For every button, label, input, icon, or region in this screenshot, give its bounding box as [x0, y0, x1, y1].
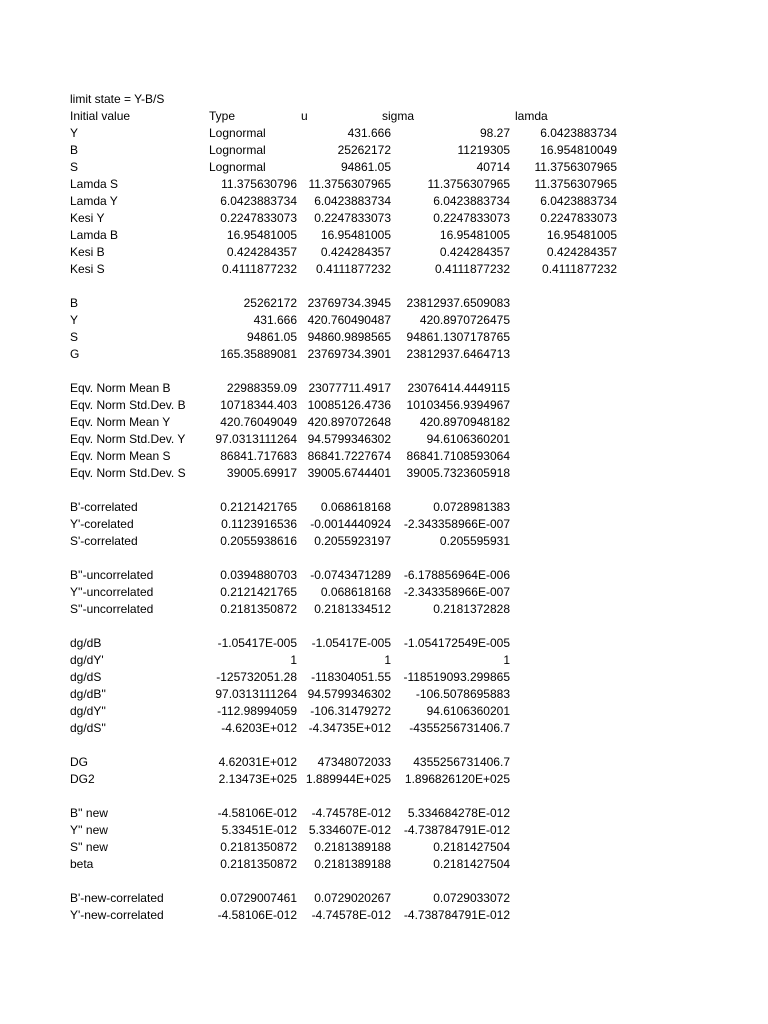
- table-row: [0, 907, 768, 924]
- value-cell[interactable]: 5.334684278E-012: [407, 806, 510, 820]
- row-label-cell[interactable]: dg/dB: [70, 636, 102, 650]
- row-label-cell[interactable]: S: [70, 330, 79, 344]
- table-row: [0, 499, 768, 516]
- value-cell[interactable]: 1: [290, 653, 297, 667]
- table-row: [0, 176, 768, 193]
- value-cell[interactable]: 0.4111877232: [222, 262, 297, 276]
- value-cell[interactable]: 0.424284357: [439, 245, 510, 259]
- table-row: [0, 397, 768, 414]
- value-cell[interactable]: -4.58106E-012: [217, 806, 297, 820]
- value-cell[interactable]: 0.2247833073: [220, 211, 297, 225]
- row-label-cell[interactable]: Eqv. Norm Mean S: [70, 449, 171, 463]
- type-cell[interactable]: Lognormal: [209, 160, 266, 174]
- column-header-lamda[interactable]: lamda: [515, 109, 548, 123]
- row-label-cell[interactable]: DG2: [70, 772, 95, 786]
- table-row: [0, 839, 768, 856]
- value-cell[interactable]: 10718344.403: [220, 398, 297, 412]
- value-cell[interactable]: 0.424284357: [226, 245, 297, 259]
- row-label-cell[interactable]: G: [70, 347, 80, 361]
- value-cell[interactable]: 86841.7227674: [307, 449, 391, 463]
- value-cell[interactable]: -4.58106E-012: [217, 908, 297, 922]
- value-cell[interactable]: 0.205595931: [439, 534, 510, 548]
- row-label-cell[interactable]: B'-correlated: [70, 500, 138, 514]
- value-cell[interactable]: 1: [503, 653, 510, 667]
- value-cell[interactable]: 420.760490487: [307, 313, 391, 327]
- value-cell[interactable]: 0.0729033072: [433, 891, 510, 905]
- value-cell[interactable]: 6.0423883734: [220, 194, 297, 208]
- value-cell[interactable]: 16.95481005: [546, 228, 617, 242]
- value-cell[interactable]: 0.2055938616: [220, 534, 297, 548]
- value-cell[interactable]: 165.35889081: [220, 347, 297, 361]
- table-row: [0, 125, 768, 142]
- row-label-cell[interactable]: S''-uncorrelated: [70, 602, 154, 616]
- row-label-cell[interactable]: B''-uncorrelated: [70, 568, 154, 582]
- value-cell[interactable]: 98.27: [479, 126, 510, 140]
- value-cell[interactable]: 86841.717683: [220, 449, 297, 463]
- value-cell[interactable]: 6.0423883734: [433, 194, 510, 208]
- value-cell[interactable]: 0.2121421765: [220, 500, 297, 514]
- value-cell[interactable]: 0.2055923197: [314, 534, 391, 548]
- table-row: [0, 380, 768, 397]
- table-row: [0, 210, 768, 227]
- value-cell[interactable]: -1.05417E-005: [217, 636, 297, 650]
- table-row: [0, 465, 768, 482]
- value-cell[interactable]: 1.889944E+025: [305, 772, 391, 786]
- table-row: [0, 159, 768, 176]
- value-cell[interactable]: 0.068618168: [320, 585, 391, 599]
- value-cell[interactable]: 11.3756307965: [427, 177, 510, 191]
- table-row: [0, 856, 768, 873]
- row-label-cell[interactable]: Lamda B: [70, 228, 119, 242]
- value-cell[interactable]: 11.375630796: [221, 177, 297, 191]
- value-cell[interactable]: 5.33451E-012: [221, 823, 297, 837]
- value-cell[interactable]: 23077711.4917: [308, 381, 391, 395]
- value-cell[interactable]: 0.0728981383: [433, 500, 510, 514]
- value-cell[interactable]: -4.6203E+012: [221, 721, 297, 735]
- table-row: [0, 533, 768, 550]
- value-cell[interactable]: 23076414.4449115: [407, 381, 510, 395]
- table-row: [0, 890, 768, 907]
- value-cell[interactable]: 0.0729020267: [314, 891, 391, 905]
- value-cell[interactable]: 0.2181334512: [314, 602, 391, 616]
- row-label-cell[interactable]: Eqv. Norm Mean Y: [70, 415, 171, 429]
- initial-value-label[interactable]: Initial value: [70, 109, 131, 123]
- value-cell[interactable]: -2.343358966E-007: [403, 517, 510, 531]
- value-cell[interactable]: 23769734.3945: [307, 296, 391, 310]
- value-cell[interactable]: 10085126.4736: [307, 398, 391, 412]
- value-cell[interactable]: -106.5078695883: [415, 687, 510, 701]
- value-cell[interactable]: 97.0313111264: [215, 687, 297, 701]
- row-label-cell[interactable]: dg/dS: [70, 670, 102, 684]
- value-cell[interactable]: 0.2181389188: [314, 857, 391, 871]
- value-cell[interactable]: 16.954810049: [540, 143, 617, 157]
- value-cell[interactable]: 25262172: [337, 143, 391, 157]
- value-cell[interactable]: 97.0313111264: [215, 432, 297, 446]
- value-cell[interactable]: 0.424284357: [320, 245, 391, 259]
- value-cell[interactable]: 0.4111877232: [435, 262, 510, 276]
- value-cell[interactable]: -4.74578E-012: [311, 908, 391, 922]
- value-cell[interactable]: 25262172: [243, 296, 297, 310]
- value-cell[interactable]: 0.2181372828: [433, 602, 510, 616]
- table-row: [0, 584, 768, 601]
- value-cell[interactable]: -106.31479272: [310, 704, 391, 718]
- row-label-cell[interactable]: beta: [70, 857, 94, 871]
- value-cell[interactable]: 11.3756307965: [308, 177, 391, 191]
- value-cell[interactable]: 40714: [476, 160, 510, 174]
- row-label-cell[interactable]: B: [70, 143, 79, 157]
- table-row: [0, 771, 768, 788]
- row-label-cell[interactable]: Eqv. Norm Std.Dev. Y: [70, 432, 186, 446]
- value-cell[interactable]: -4.74578E-012: [311, 806, 391, 820]
- table-row: [0, 720, 768, 737]
- row-label-cell[interactable]: Y: [70, 313, 79, 327]
- value-cell[interactable]: -112.98994059: [217, 704, 297, 718]
- row-label-cell[interactable]: Eqv. Norm Mean B: [70, 381, 171, 395]
- row-label-cell[interactable]: S'-correlated: [70, 534, 138, 548]
- table-row: [0, 669, 768, 686]
- value-cell[interactable]: -1.05417E-005: [311, 636, 391, 650]
- value-cell[interactable]: 94860.9898565: [307, 330, 391, 344]
- row-label-cell[interactable]: B'' new: [70, 806, 108, 820]
- value-cell[interactable]: 0.0729007461: [220, 891, 297, 905]
- row-label-cell[interactable]: DG: [70, 755, 88, 769]
- value-cell[interactable]: 431.666: [253, 313, 297, 327]
- table-row: [0, 635, 768, 652]
- value-cell[interactable]: 6.0423883734: [540, 126, 617, 140]
- value-cell[interactable]: 5.334607E-012: [308, 823, 391, 837]
- column-header-u[interactable]: u: [301, 109, 308, 123]
- value-cell[interactable]: 39005.6744401: [307, 466, 391, 480]
- value-cell[interactable]: -118304051.55: [311, 670, 391, 684]
- table-row: [0, 652, 768, 669]
- table-row: [0, 295, 768, 312]
- row-label-cell[interactable]: S'' new: [70, 840, 108, 854]
- row-label-cell[interactable]: S: [70, 160, 79, 174]
- value-cell[interactable]: 10103456.9394967: [406, 398, 510, 412]
- table-row: [0, 448, 768, 465]
- table-row: [0, 754, 768, 771]
- table-row: [0, 193, 768, 210]
- table-row: [0, 822, 768, 839]
- value-cell[interactable]: 94.6106360201: [426, 704, 510, 718]
- value-cell[interactable]: -0.0014440924: [310, 517, 391, 531]
- row-label-cell[interactable]: dg/dB'': [70, 687, 106, 701]
- value-cell[interactable]: 86841.7108593064: [406, 449, 510, 463]
- value-cell[interactable]: 4.62031E+012: [218, 755, 297, 769]
- value-cell[interactable]: 0.068618168: [320, 500, 391, 514]
- table-row: [0, 601, 768, 618]
- column-header-type[interactable]: Type: [209, 109, 236, 123]
- value-cell[interactable]: 0.1123916536: [221, 517, 297, 531]
- value-cell[interactable]: 6.0423883734: [314, 194, 391, 208]
- row-label-cell[interactable]: Lamda Y: [70, 194, 118, 208]
- type-cell[interactable]: Lognormal: [209, 126, 266, 140]
- value-cell[interactable]: 2.13473E+025: [218, 772, 297, 786]
- row-label-cell[interactable]: Y'' new: [70, 823, 108, 837]
- value-cell[interactable]: -4.738784791E-012: [403, 823, 510, 837]
- table-row: [0, 805, 768, 822]
- value-cell[interactable]: 11219305: [457, 143, 510, 157]
- limit-state-label[interactable]: limit state = Y-B/S: [70, 92, 165, 106]
- column-header-sigma[interactable]: sigma: [382, 109, 415, 123]
- table-row: [0, 312, 768, 329]
- value-cell[interactable]: 94.5799346302: [307, 432, 391, 446]
- row-label-cell[interactable]: B: [70, 296, 79, 310]
- table-row: [0, 686, 768, 703]
- value-cell[interactable]: 39005.69917: [226, 466, 297, 480]
- value-cell[interactable]: 39005.7323605918: [406, 466, 510, 480]
- value-cell[interactable]: 0.0394880703: [220, 568, 297, 582]
- value-cell[interactable]: 23812937.6464713: [406, 347, 510, 361]
- limit-state-row: [0, 91, 768, 108]
- table-row: [0, 261, 768, 278]
- value-cell[interactable]: 23812937.6509083: [406, 296, 510, 310]
- value-cell[interactable]: -4.34735E+012: [308, 721, 391, 735]
- table-row: [0, 346, 768, 363]
- row-label-cell[interactable]: Y: [70, 126, 79, 140]
- table-row: [0, 703, 768, 720]
- row-label-cell[interactable]: Eqv. Norm Std.Dev. B: [70, 398, 186, 412]
- value-cell[interactable]: -118519093.299865: [403, 670, 510, 684]
- value-cell[interactable]: 0.2181389188: [314, 840, 391, 854]
- table-row: [0, 516, 768, 533]
- table-row: [0, 227, 768, 244]
- value-cell[interactable]: 0.4111877232: [542, 262, 617, 276]
- value-cell[interactable]: 0.2247833073: [540, 211, 617, 225]
- value-cell[interactable]: 1.896826120E+025: [404, 772, 510, 786]
- value-cell[interactable]: 47348072033: [317, 755, 391, 769]
- value-cell[interactable]: 94861.05: [246, 330, 297, 344]
- table-row: [0, 244, 768, 261]
- row-label-cell[interactable]: Kesi Y: [70, 211, 105, 225]
- row-label-cell[interactable]: B'-new-correlated: [70, 891, 164, 905]
- value-cell[interactable]: -4355256731406.7: [409, 721, 510, 735]
- value-cell[interactable]: 23769734.3901: [307, 347, 391, 361]
- type-cell[interactable]: Lognormal: [209, 143, 266, 157]
- value-cell[interactable]: 420.76049049: [220, 415, 297, 429]
- value-cell[interactable]: 0.2247833073: [433, 211, 510, 225]
- value-cell[interactable]: 420.8970726475: [419, 313, 510, 327]
- value-cell[interactable]: 420.897072648: [307, 415, 391, 429]
- value-cell[interactable]: 0.2181427504: [433, 857, 510, 871]
- value-cell[interactable]: 431.666: [347, 126, 391, 140]
- table-row: [0, 431, 768, 448]
- table-row: [0, 567, 768, 584]
- value-cell[interactable]: 94861.05: [340, 160, 391, 174]
- value-cell[interactable]: -125732051.28: [216, 670, 297, 684]
- value-cell[interactable]: -6.178856964E-006: [403, 568, 510, 582]
- value-cell[interactable]: 22988359.09: [226, 381, 297, 395]
- table-row: [0, 142, 768, 159]
- value-cell[interactable]: 420.8970948182: [419, 415, 510, 429]
- value-cell[interactable]: 16.95481005: [226, 228, 297, 242]
- value-cell[interactable]: 0.424284357: [546, 245, 617, 259]
- row-label-cell[interactable]: Lamda S: [70, 177, 119, 191]
- value-cell[interactable]: 94.5799346302: [307, 687, 391, 701]
- value-cell[interactable]: 16.95481005: [320, 228, 391, 242]
- value-cell[interactable]: 11.3756307965: [534, 177, 617, 191]
- row-label-cell[interactable]: dg/dY'': [70, 704, 106, 718]
- value-cell[interactable]: 94861.1307178765: [406, 330, 510, 344]
- row-label-cell[interactable]: Y'-corelated: [70, 517, 134, 531]
- value-cell[interactable]: 1: [384, 653, 391, 667]
- value-cell[interactable]: 94.6106360201: [426, 432, 510, 446]
- table-row: [0, 329, 768, 346]
- value-cell[interactable]: 0.2181350872: [220, 602, 297, 616]
- value-cell[interactable]: 0.4111877232: [316, 262, 391, 276]
- row-label-cell[interactable]: Y'-new-correlated: [70, 908, 164, 922]
- value-cell[interactable]: 6.0423883734: [540, 194, 617, 208]
- value-cell[interactable]: 0.2181350872: [220, 840, 297, 854]
- value-cell[interactable]: 16.95481005: [439, 228, 510, 242]
- value-cell[interactable]: -4.738784791E-012: [403, 908, 510, 922]
- value-cell[interactable]: 0.2121421765: [220, 585, 297, 599]
- value-cell[interactable]: -1.054172549E-005: [403, 636, 510, 650]
- row-label-cell[interactable]: Eqv. Norm Std.Dev. S: [70, 466, 186, 480]
- row-label-cell[interactable]: dg/dS'': [70, 721, 106, 735]
- value-cell[interactable]: -2.343358966E-007: [403, 585, 510, 599]
- row-label-cell[interactable]: Kesi B: [70, 245, 105, 259]
- value-cell[interactable]: 4355256731406.7: [413, 755, 510, 769]
- value-cell[interactable]: 0.2181350872: [220, 857, 297, 871]
- value-cell[interactable]: 0.2181427504: [433, 840, 510, 854]
- value-cell[interactable]: 11.3756307965: [534, 160, 617, 174]
- table-row: [0, 414, 768, 431]
- row-label-cell[interactable]: dg/dY': [70, 653, 104, 667]
- value-cell[interactable]: -0.0743471289: [310, 568, 391, 582]
- header-row: [0, 108, 768, 125]
- value-cell[interactable]: 0.2247833073: [314, 211, 391, 225]
- row-label-cell[interactable]: Y''-uncorrelated: [70, 585, 154, 599]
- row-label-cell[interactable]: Kesi S: [70, 262, 105, 276]
